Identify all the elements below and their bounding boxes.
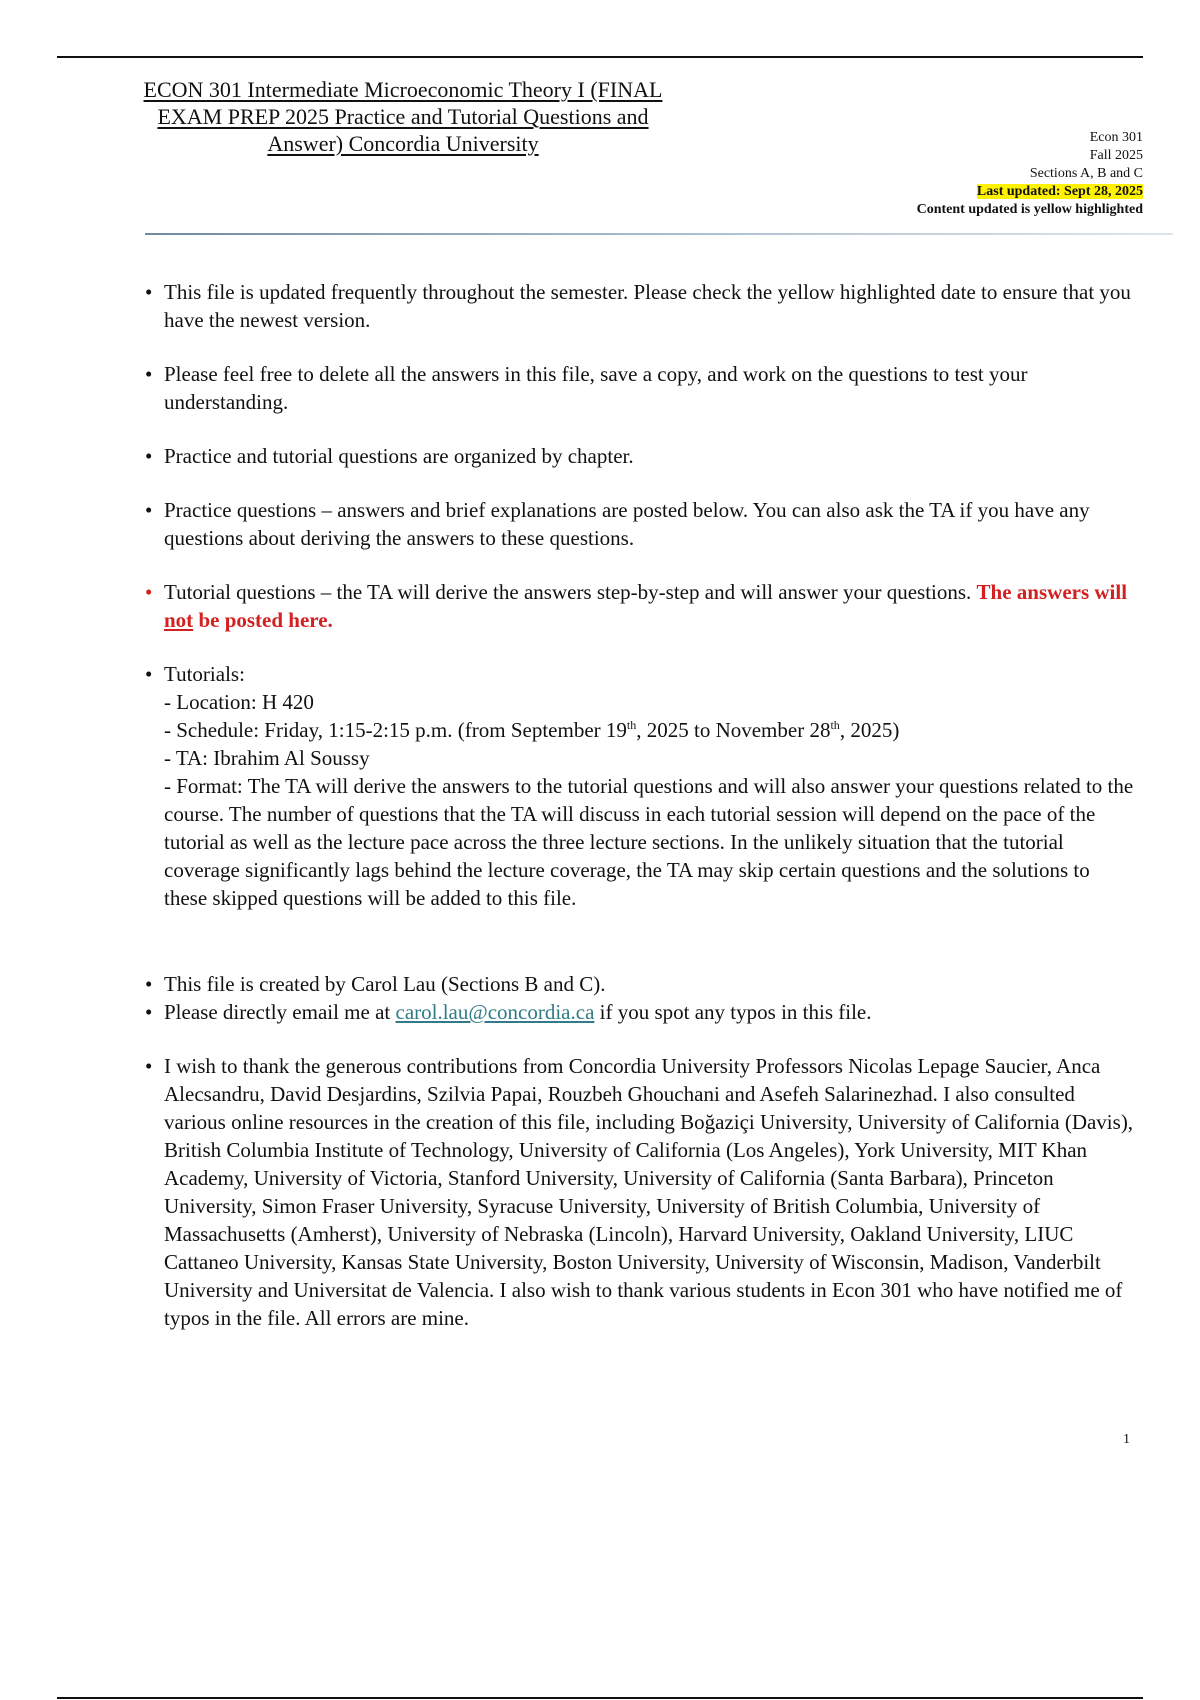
info-bullet-list [145, 278, 1135, 1332]
list-item [145, 278, 1135, 334]
warning-not: not [164, 608, 194, 632]
schedule-sup-1: th [626, 718, 637, 732]
list-item [145, 360, 1135, 416]
schedule-text-b: , 2025 to November 28 [636, 718, 831, 742]
tutorial-schedule [164, 716, 1135, 744]
highlight-note: Content updated is yellow highlighted [916, 202, 1143, 217]
top-rule [57, 56, 1143, 58]
list-item [145, 970, 1135, 998]
course-code: Econ 301 [1089, 130, 1143, 145]
schedule-sup-2: th [830, 718, 840, 732]
title-line-1: ECON 301 Intermediate Microeconomic Theory I (FINAL [143, 77, 663, 102]
list-item [145, 496, 1135, 552]
acknowledgements: I wish to thank the generous contributions from Concordia University Professors Nicolas Lepage Saucier, Anca Alecsandru, David Desjardins, Szilvia Papai, Rouzbeh Ghouchani and Asefeh Salarinezhad. I also consulted various online resources in the creation of this file, including Boğaziçi University, University of California (Davis), British Columbia Institute of Technology, University of California (Los Angeles), York University, MIT Khan Academy, University of Victoria, Stanford University, University of California (Santa Barbara), Princeton University, Simon Fraser University, Syracuse University, University of British Columbia, University of Massachusetts (Amherst), University of Nebraska (Lincoln), Harvard University, Oakland University, LIUC Cattaneo University, Kansas State University, Boston University, University of Wisconsin, Madison, Vanderbilt University and Universitat de Valencia. I also wish to thank various students in Econ 301 who have notified me of typos in the file. All errors are mine. [164, 1054, 1134, 1330]
tutorial-questions-note: Tutorial questions – the TA will derive the answers step-by-step and will answer your questions. [164, 580, 972, 604]
course-meta [917, 129, 1143, 219]
list-item [145, 998, 1135, 1026]
creator-note: This file is created by Carol Lau (Sections B and C). [164, 972, 606, 996]
warning-text-a: The answers will [976, 580, 1128, 604]
tutorials-info [145, 660, 1135, 912]
tutorial-format: - Format: The TA will derive the answers to the tutorial questions and will also answer your questions related to the course. The number of questions that the TA will discuss in each tutorial session will depend on the pace of the tutorial as well as the lecture pace across the three lecture sections. In the unlikely situation that the tutorial coverage significantly lags behind the lecture coverage, the TA may skip certain questions and the solutions to these skipped questions will be added to this file. [164, 774, 1134, 910]
list-item [145, 1052, 1135, 1332]
title-line-2: EXAM PREP 2025 Practice and Tutorial Questions and [157, 104, 649, 129]
title-line-3: Answer) Concordia University [267, 131, 539, 156]
delete-answers-note: Please feel free to delete all the answers in this file, save a copy, and work on the questions to test your understanding. [164, 362, 1028, 414]
practice-questions-note: Practice questions – answers and brief explanations are posted below. You can also ask the TA if you have any questions about deriving the answers to these questions. [164, 498, 1090, 550]
course-term: Fall 2025 [1089, 148, 1143, 163]
update-notice: This file is updated frequently throughout the semester. Please check the yellow highlighted date to ensure that you have the newest version. [164, 280, 1131, 332]
list-item [145, 442, 1135, 470]
tutorial-ta: - TA: Ibrahim Al Soussy [164, 746, 370, 770]
schedule-text-a: - Schedule: Friday, 1:15-2:15 p.m. (from September 19 [164, 718, 627, 742]
warning-text-b: be posted here. [198, 608, 333, 632]
course-sections: Sections A, B and C [1029, 166, 1143, 181]
email-lead: Please directly email me at [164, 1000, 391, 1024]
document-title [108, 76, 698, 157]
email-tail: if you spot any typos in this file. [599, 1000, 872, 1024]
bottom-rule [57, 1697, 1143, 1699]
page-number: 1 [1123, 1432, 1130, 1447]
last-updated-date: Last updated: Sept 28, 2025 [976, 184, 1143, 199]
schedule-text-c: , 2025) [839, 718, 900, 742]
email-link[interactable]: carol.lau@concordia.ca [395, 1000, 595, 1024]
header-separator [145, 233, 1173, 235]
organization-note: Practice and tutorial questions are organized by chapter. [164, 444, 634, 468]
tutorials-heading: • Tutorials: [164, 662, 245, 686]
list-item [145, 578, 1135, 634]
tutorial-location: - Location: H 420 [164, 690, 314, 714]
